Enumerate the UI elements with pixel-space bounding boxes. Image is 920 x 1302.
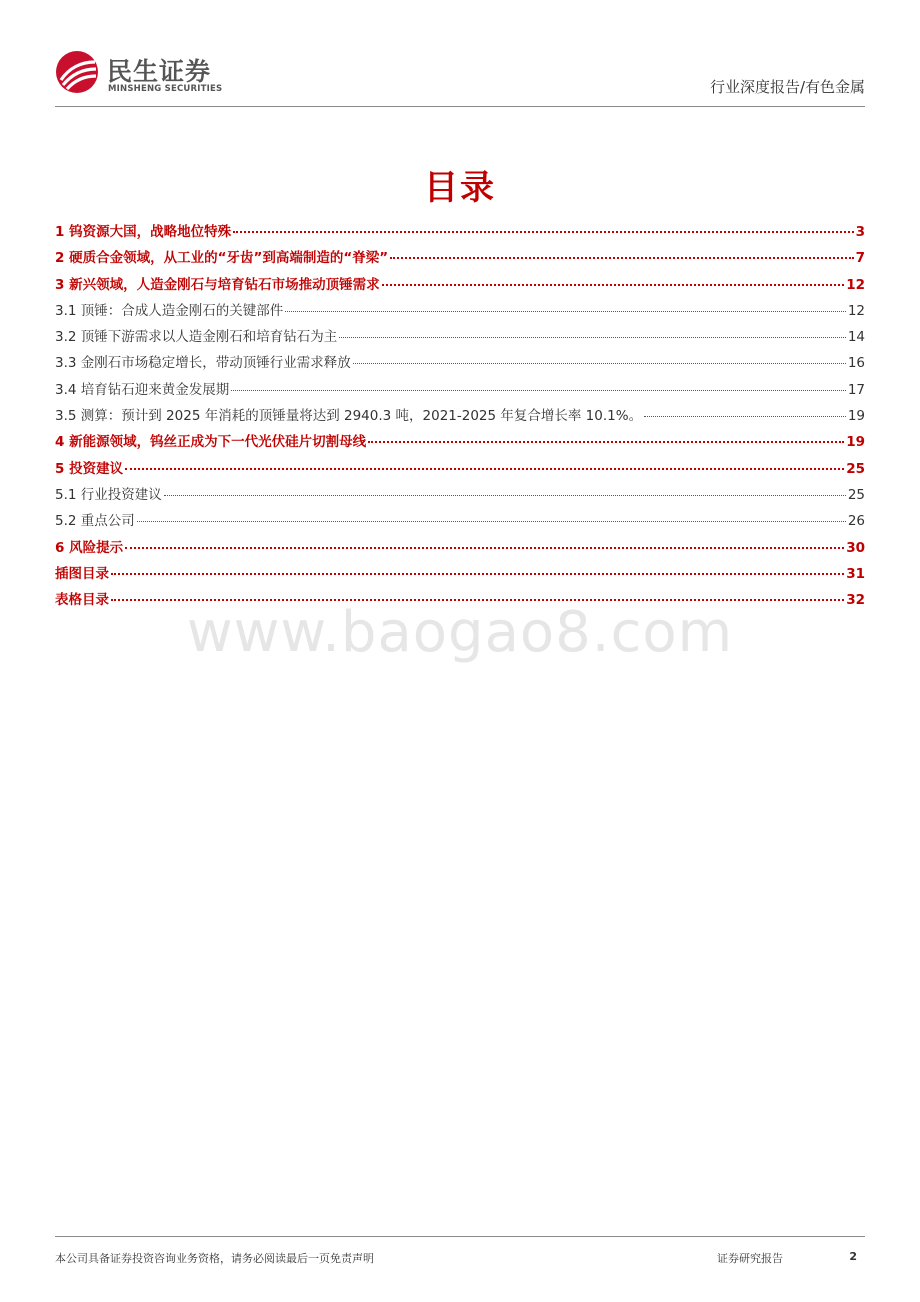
toc-dot-leader	[353, 363, 846, 364]
toc-entry-label: 表格目录	[55, 592, 109, 609]
toc-dot-leader	[137, 521, 846, 522]
report-type: 行业深度报告/有色金属	[709, 78, 865, 96]
toc-entry-label: 3.3 金刚石市场稳定增长，带动顶锤行业需求释放	[55, 355, 351, 372]
toc-dot-leader	[390, 257, 854, 259]
toc-entry-page: 16	[847, 355, 865, 372]
toc-dot-leader	[339, 337, 846, 338]
minsheng-logo-icon	[55, 50, 99, 94]
toc-entry-label: 3.2 顶锤下游需求以人造金刚石和培育钻石为主	[55, 329, 338, 346]
toc-entry-page: 31	[846, 565, 865, 582]
toc-entry-label: 3 新兴领域，人造金刚石与培育钻石市场推动顶锤需求	[55, 276, 380, 293]
toc-entry-page: 12	[847, 302, 865, 319]
toc-entry-page: 26	[847, 513, 865, 530]
toc-entry-label: 6 风险提示	[55, 539, 124, 556]
toc-dot-leader	[125, 547, 844, 549]
toc-entry[interactable]	[55, 404, 865, 430]
toc-dot-leader	[233, 231, 854, 233]
disclaimer: 本公司具备证券投资咨询业务资格，请务必阅读最后一页免责声明	[55, 1252, 374, 1265]
toc-entry-page: 25	[847, 486, 865, 503]
page-footer	[55, 1236, 865, 1267]
toc-entry[interactable]	[55, 299, 865, 325]
toc-entry[interactable]	[55, 483, 865, 509]
toc-entry[interactable]	[55, 509, 865, 535]
logo-english-name: MINSHENG SECURITIES	[108, 84, 223, 94]
toc-entry[interactable]	[55, 562, 865, 588]
toc-entry-page: 32	[846, 592, 865, 609]
table-of-contents	[55, 220, 865, 614]
toc-dot-leader	[164, 495, 846, 496]
toc-entry[interactable]	[55, 273, 865, 299]
footer-label: 证券研究报告	[717, 1252, 783, 1265]
toc-entry-page: 7	[855, 250, 865, 267]
toc-entry-label: 3.4 培育钻石迎来黄金发展期	[55, 381, 230, 398]
toc-entry[interactable]	[55, 351, 865, 377]
toc-entry-label: 3.1 顶锤：合成人造金刚石的关键部件	[55, 302, 284, 319]
toc-entry[interactable]	[55, 220, 865, 246]
toc-entry[interactable]	[55, 246, 865, 272]
toc-dot-leader	[285, 311, 846, 312]
toc-dot-leader	[368, 441, 844, 443]
toc-dot-leader	[111, 573, 844, 575]
toc-title: 目录	[424, 168, 496, 208]
watermark: www.baogao8.com	[186, 600, 734, 665]
toc-entry-page: 12	[846, 276, 865, 293]
toc-dot-leader	[382, 284, 845, 286]
logo-chinese-name: 民生证券	[107, 57, 212, 86]
toc-entry-page: 25	[846, 460, 865, 477]
toc-dot-leader	[231, 390, 846, 391]
toc-entry-label: 5.2 重点公司	[55, 513, 135, 530]
toc-entry-label: 1 钨资源大国，战略地位特殊	[55, 224, 232, 240]
toc-entry[interactable]	[55, 325, 865, 351]
toc-dot-leader	[644, 416, 846, 417]
toc-entry-label: 插图目录	[55, 565, 109, 582]
page-number: 2	[849, 1250, 857, 1263]
toc-entry-label: 3.5 测算：预计到 2025 年消耗的顶锤量将达到 2940.3 吨，2021-2025 年复合增长率 10.1%。	[55, 408, 643, 425]
toc-entry-page: 19	[846, 434, 865, 451]
toc-dot-leader	[125, 468, 844, 470]
toc-entry[interactable]	[55, 457, 865, 483]
toc-entry-label: 2 硬质合金领域，从工业的“牙齿”到高端制造的“脊梁”	[55, 250, 389, 267]
toc-entry-label: 5.1 行业投资建议	[55, 486, 162, 503]
toc-entry[interactable]	[55, 430, 865, 456]
toc-entry[interactable]	[55, 536, 865, 562]
toc-entry-page: 19	[847, 408, 865, 425]
toc-entry-page: 17	[847, 381, 865, 398]
toc-entry-label: 5 投资建议	[55, 460, 124, 477]
toc-entry-page: 14	[847, 329, 865, 346]
toc-entry-label: 4 新能源领域，钨丝正成为下一代光伏硅片切割母线	[55, 434, 367, 451]
toc-entry-page: 3	[855, 224, 865, 240]
toc-entry[interactable]	[55, 378, 865, 404]
page-header	[55, 48, 865, 107]
company-logo	[55, 50, 255, 100]
toc-entry-page: 30	[846, 539, 865, 556]
